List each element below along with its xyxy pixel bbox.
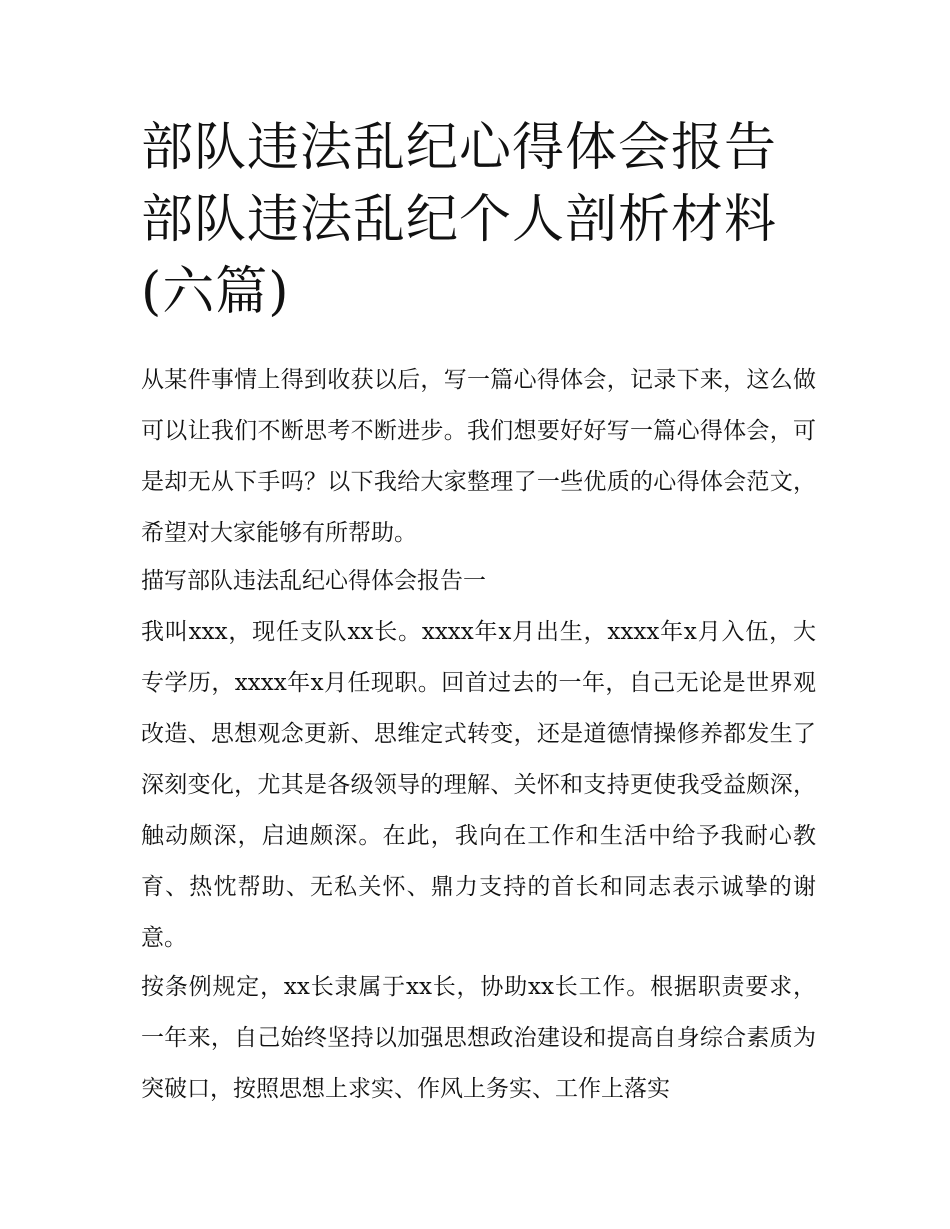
document-title: 部队违法乱纪心得体会报告 部队违法乱纪个人剖析材料(六篇)	[141, 118, 778, 322]
body-paragraph: 按条例规定，xx长隶属于xx长，协助xx长工作。根据职责要求，一年来，自己始终坚持以加强思想政治建设和提高自身综合素质为突破口，按照思想上求实、作风上务实、工作上落实	[141, 974, 816, 1102]
section-heading: 描写部队违法乱纪心得体会报告一	[141, 568, 486, 594]
intro-paragraph: 从某件事情上得到收获以后，写一篇心得体会，记录下来，这么做可以让我们不断思考不断进步。我们想要好好写一篇心得体会，可是却无从下手吗？以下我给大家整理了一些优质的心得体会范文，希望对大家能够有所帮助。	[141, 367, 816, 546]
body-paragraph: 我叫xxx，现任支队xx长。xxxx年x月出生，xxxx年x月入伍，大专学历，xxxx年x月任现职。回首过去的一年，自己无论是世界观改造、思想观念更新、思维定式转变，还是道德情操修养都发生了深刻变化，尤其是各级领导的理解、关怀和支持更使我受益颇深，触动颇深，启迪颇深。在此，我向在工作和生活中给予我耐心教育、热忱帮助、无私关怀、鼎力支持的首长和同志表示诚挚的谢意。	[141, 619, 816, 951]
